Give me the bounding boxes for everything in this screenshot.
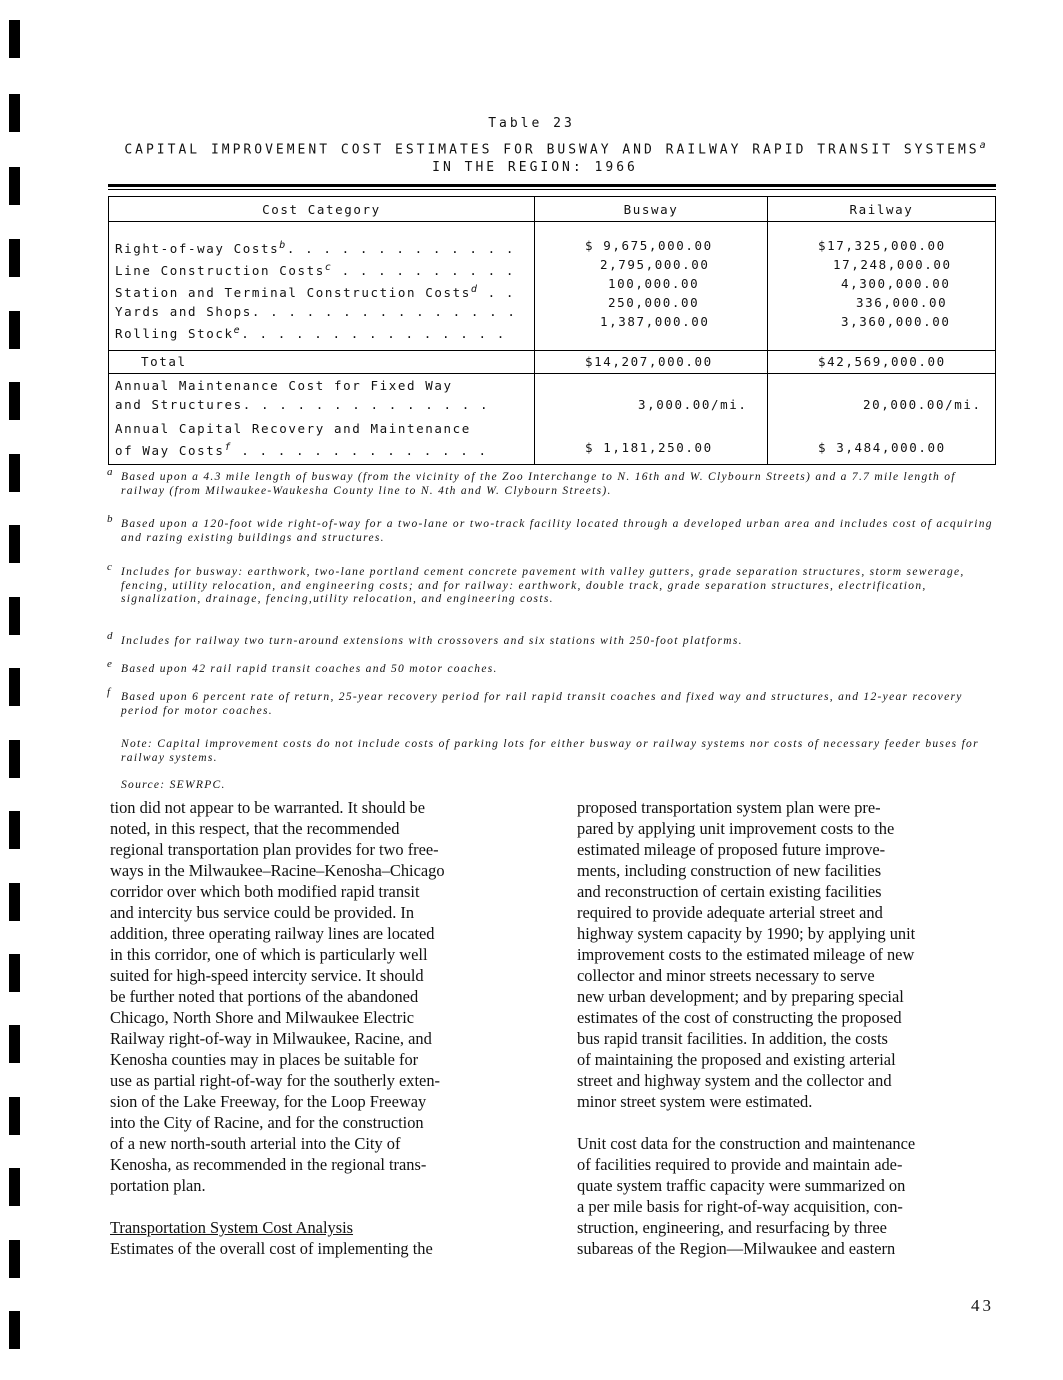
- text-line: estimated mileage of proposed future improve-: [577, 840, 886, 859]
- annual-capital-label: Annual Capital Recovery and Maintenance: [115, 420, 471, 436]
- binding-mark: [9, 740, 20, 778]
- busway-value: 1,387,000.00: [600, 314, 710, 329]
- text-line: proposed transportation system plan were pre-: [577, 798, 881, 817]
- total-railway: $42,569,000.00: [768, 350, 996, 373]
- text-line: improvement costs to the estimated mileage of new: [577, 945, 915, 964]
- total-label: Total: [109, 350, 535, 373]
- footnote-a: a Based upon a 4.3 mile length of busway (from the vicinity of the Zoo Interchange to N. 16th and W. Clybourn Streets) and a 7.7 mile length of railway (from Milwaukee-Waukesha County line to N. 4th and W. Clybourn Streets).: [107, 466, 956, 497]
- text-line: corridor over which both modified rapid transit: [110, 882, 420, 901]
- railway-value: 4,300,000.00: [841, 276, 951, 291]
- binding-mark: [9, 382, 20, 420]
- footnote-f: f Based upon 6 percent rate of return, 25-year recovery period for rail rapid transit coaches and fixed way and structures, and 12-year recovery period for motor coaches.: [107, 686, 963, 717]
- row-label: Right-of-way Costs$^b$. . . . . . . . . . . . .: [115, 240, 516, 257]
- binding-mark: [9, 1025, 20, 1063]
- text-line: bus rapid transit facilities. In addition, the costs: [577, 1029, 888, 1048]
- binding-mark: [9, 597, 20, 635]
- binding-mark: [9, 20, 20, 58]
- text-line: noted, in this respect, that the recommended: [110, 819, 400, 838]
- right-column: [577, 797, 997, 1259]
- footnote-c: c Includes for busway: earthwork, two-lane portland cement concrete pavement with valley gutters, grade separation structures, storm sewerage, fencing, utility relocation, and engineering costs; and for railway: earthwork, double track, grade separation structures, electrification, signalization, drainage, fencing,utility relocation, and engineering costs.: [107, 561, 965, 605]
- text-line: quate system traffic capacity were summarized on: [577, 1176, 906, 1195]
- footnote-e: e Based upon 42 rail rapid transit coaches and 50 motor coaches.: [107, 658, 498, 675]
- table-title-line2: IN THE REGION: 1966: [432, 160, 638, 175]
- text-line: in this corridor, one of which is particularly well: [110, 945, 428, 964]
- text-line: sion of the Lake Freeway, for the Loop Freeway: [110, 1092, 427, 1111]
- header-railway: Railway: [768, 197, 996, 222]
- binding-mark: [9, 525, 20, 563]
- footnote-b: b Based upon a 120-foot wide right-of-way for a two-lane or two-track facility located through a developed urban area and includes cost of acquiring and razing existing buildings and structures.: [107, 513, 993, 544]
- table-body: [109, 222, 996, 351]
- table-source: Source: SEWRPC.: [121, 779, 226, 791]
- text-line: of maintaining the proposed and existing arterial: [577, 1050, 896, 1069]
- text-line: tion did not appear to be warranted. It should be: [110, 798, 425, 817]
- table-note: Note: Capital improvement costs do not include costs of parking lots for either busway or railway systems nor costs of necessary feeder buses for railway systems.: [121, 738, 979, 764]
- binding-mark: [9, 1311, 20, 1349]
- text-line: estimates of the cost of constructing the proposed: [577, 1008, 902, 1027]
- cost-table: [108, 196, 996, 465]
- text-line: new urban development; and by preparing special: [577, 987, 904, 1006]
- text-line: struction, engineering, and resurfacing by three: [577, 1218, 887, 1237]
- annual-maintenance-label-2: and Structures. . . . . . . . . . . . . .: [115, 396, 490, 412]
- text-line: be further noted that portions of the abandoned: [110, 987, 419, 1006]
- table-header-row: [109, 197, 996, 222]
- text-line: of a new north-south arterial into the City of: [110, 1134, 401, 1153]
- text-line: into the City of Racine, and for the construction: [110, 1113, 424, 1132]
- table-top-rule: [108, 184, 996, 187]
- text-line: regional transportation plan provides for two free-: [110, 840, 439, 859]
- annual-maintenance-label: Annual Maintenance Cost for Fixed Way: [115, 377, 453, 393]
- annual-maintenance-busway: 3,000.00/mi.: [638, 396, 748, 412]
- header-cost-category: Cost Category: [109, 197, 535, 222]
- binding-mark: [9, 811, 20, 849]
- text-line: addition, three operating railway lines are located: [110, 924, 435, 943]
- annual-capital-railway: $ 3,484,000.00: [818, 439, 946, 455]
- binding-mark: [9, 311, 20, 349]
- text-line: use as partial right-of-way for the southerly exten-: [110, 1071, 440, 1090]
- text-line: subareas of the Region—Milwaukee and eastern: [577, 1239, 896, 1258]
- text-line: collector and minor streets necessary to serve: [577, 966, 875, 985]
- table-number: Table 23: [488, 116, 575, 131]
- busway-value: 100,000.00: [608, 276, 700, 291]
- text-line: highway system capacity by 1990; by applying unit: [577, 924, 916, 943]
- text-line: pared by applying unit improvement costs to the: [577, 819, 895, 838]
- text-line: and intercity bus service could be provided. In: [110, 903, 415, 922]
- railway-value: $17,325,000.00: [818, 238, 946, 253]
- text-line: portation plan.: [110, 1176, 206, 1195]
- text-line: street and highway system and the collector and: [577, 1071, 892, 1090]
- row-label: Yards and Shops. . . . . . . . . . . . . . .: [115, 304, 517, 320]
- annual-rows: [109, 373, 996, 464]
- text-line: Kenosha counties may in places be suitable for: [110, 1050, 419, 1069]
- text-line: and reconstruction of certain existing facilities: [577, 882, 882, 901]
- row-label: Line Construction Costs$^c$ . . . . . . . . . .: [115, 262, 516, 279]
- total-busway: $14,207,000.00: [535, 350, 768, 373]
- text-line: Kenosha, as recommended in the regional trans-: [110, 1155, 427, 1174]
- text-line: suited for high-speed intercity service. It should: [110, 966, 424, 985]
- binding-mark: [9, 883, 20, 921]
- binding-mark: [9, 1240, 20, 1278]
- binding-mark: [9, 954, 20, 992]
- text-line: ments, including construction of new facilities: [577, 861, 882, 880]
- total-row: [109, 350, 996, 373]
- text-line: a per mile basis for right-of-way acquisition, con-: [577, 1197, 903, 1216]
- table-title: CAPITAL IMPROVEMENT COST ESTIMATES FOR BUSWAY AND RAILWAY RAPID TRANSIT SYSTEMS$^a$: [124, 140, 989, 158]
- text-line: ways in the Milwaukee–Racine–Kenosha–Chicago: [110, 861, 445, 880]
- binding-mark: [9, 1168, 20, 1206]
- binding-mark: [9, 239, 20, 277]
- binding-mark: [9, 454, 20, 492]
- text-line: Estimates of the overall cost of implementing the: [110, 1239, 433, 1258]
- annual-maintenance-railway: 20,000.00/mi.: [863, 396, 982, 412]
- busway-value: $ 9,675,000.00: [585, 238, 713, 253]
- section-heading: Transportation System Cost Analysis: [110, 1218, 354, 1237]
- busway-value: 250,000.00: [608, 295, 700, 310]
- row-label: Station and Terminal Construction Costs$^d$ . .: [115, 284, 516, 301]
- binding-mark: [9, 668, 20, 706]
- text-line: of facilities required to provide and maintain ade-: [577, 1155, 903, 1174]
- table-top-rule-thin: [108, 189, 996, 190]
- text-line: Chicago, North Shore and Milwaukee Electric: [110, 1008, 415, 1027]
- railway-value: 3,360,000.00: [841, 314, 951, 329]
- left-column: [110, 797, 529, 1259]
- text-line: required to provide adequate arterial street and: [577, 903, 883, 922]
- header-busway: Busway: [535, 197, 768, 222]
- text-line: Railway right-of-way in Milwaukee, Racine, and: [110, 1029, 432, 1048]
- annual-capital-busway: $ 1,181,250.00: [585, 439, 713, 455]
- page-number: 43: [971, 1296, 994, 1315]
- annual-capital-label-2: of Way Costs$^f$ . . . . . . . . . . . . . .: [115, 441, 488, 458]
- binding-mark: [9, 1097, 20, 1135]
- text-line: minor street system were estimated.: [577, 1092, 813, 1111]
- row-label: Rolling Stock$^e$. . . . . . . . . . . . . . .: [115, 325, 506, 342]
- railway-value: 17,248,000.00: [833, 257, 952, 272]
- busway-value: 2,795,000.00: [600, 257, 710, 272]
- text-line: Unit cost data for the construction and maintenance: [577, 1134, 916, 1153]
- railway-value: 336,000.00: [856, 295, 948, 310]
- footnote-d: d Includes for railway two turn-around extensions with crossovers and six stations with 250-foot platforms.: [107, 630, 743, 647]
